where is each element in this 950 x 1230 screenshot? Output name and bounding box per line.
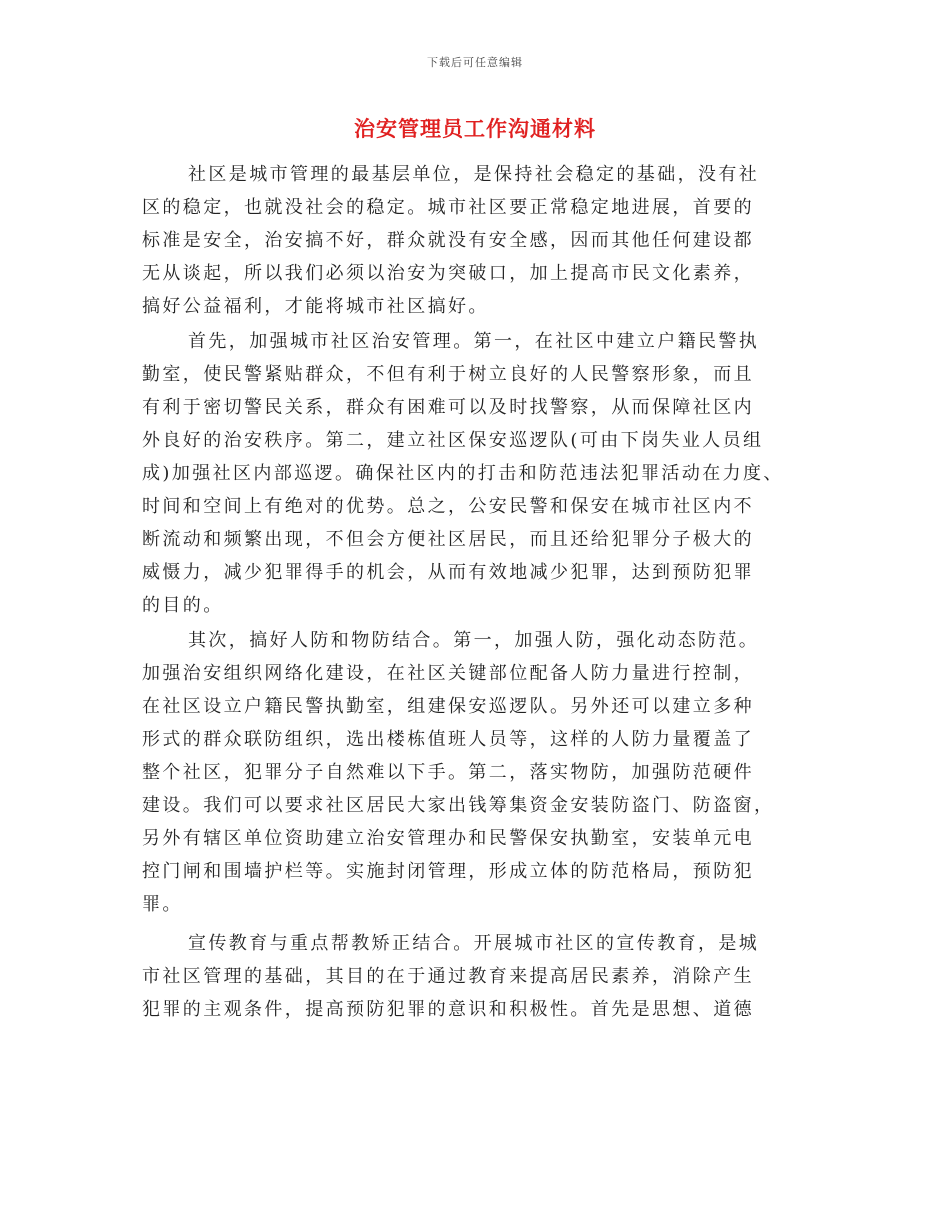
paragraph-line: 形式的群众联防组织，选出楼栋值班人员等，这样的人防力量覆盖了: [142, 729, 754, 750]
paragraph-line: 犯罪的主观条件，提高预防犯罪的意识和积极性。首先是思想、道德: [142, 999, 754, 1020]
paragraph-line: 区的稳定，也就没社会的稳定。城市社区要正常稳定地进展，首要的: [142, 197, 754, 218]
paragraph-line: 另外有辖区单位资助建立治安管理办和民警保安执勤室，安装单元电: [142, 828, 754, 849]
paragraph-line: 首先，加强城市社区治安管理。第一，在社区中建立户籍民警执: [188, 331, 760, 352]
paragraph-line: 控门闸和围墙护栏等。实施封闭管理，形成立体的防范格局，预防犯: [142, 861, 754, 882]
header-note: 下载后可任意编辑: [427, 56, 523, 69]
paragraph-line: 罪。: [142, 894, 183, 915]
paragraph-line: 有利于密切警民关系，群众有困难可以及时找警察，从而保障社区内: [142, 397, 754, 418]
paragraph-4: [142, 927, 822, 1026]
paragraph-3: [142, 624, 822, 921]
document-title: 治安管理员工作沟通材料: [354, 116, 596, 141]
paragraph-line: 标准是安全，治安搞不好，群众就没有安全感，因而其他任何建设都: [142, 230, 754, 251]
paragraph-line: 的目的。: [142, 595, 224, 616]
paragraph-line: 成)加强社区内部巡逻。确保社区内的打击和防范违法犯罪活动在力度、: [142, 463, 784, 484]
paragraph-line: 建设。我们可以要求社区居民大家出钱筹集资金安装防盗门、防盗窗，: [142, 795, 775, 816]
paragraph-line: 社区是城市管理的最基层单位，是保持社会稳定的基础，没有社: [188, 164, 760, 185]
paragraph-line: 断流动和频繁出现，不但会方便社区居民，而且还给犯罪分子极大的: [142, 529, 754, 550]
paragraph-line: 加强治安组织网络化建设，在社区关键部位配备人防力量进行控制，: [142, 663, 754, 684]
paragraph-line: 其次，搞好人防和物防结合。第一，加强人防，强化动态防范。: [188, 630, 760, 651]
paragraph-2: [142, 325, 822, 622]
paragraph-line: 勤室，使民警紧贴群众，不但有利于树立良好的人民警察形象，而且: [142, 364, 754, 385]
document-body: [142, 158, 822, 1026]
paragraph-line: 外良好的治安秩序。第二，建立社区保安巡逻队(可由下岗失业人员组: [142, 430, 764, 451]
paragraph-line: 搞好公益福利，才能将城市社区搞好。: [142, 296, 489, 317]
paragraph-line: 在社区设立户籍民警执勤室，组建保安巡逻队。另外还可以建立多种: [142, 696, 754, 717]
paragraph-line: 市社区管理的基础，其目的在于通过教育来提高居民素养，消除产生: [142, 966, 754, 987]
paragraph-line: 威慑力，减少犯罪得手的机会，从而有效地减少犯罪，达到预防犯罪: [142, 562, 754, 583]
paragraph-line: 时间和空间上有绝对的优势。总之，公安民警和保安在城市社区内不: [142, 496, 754, 517]
paragraph-line: 宣传教育与重点帮教矫正结合。开展城市社区的宣传教育，是城: [188, 933, 760, 954]
paragraph-line: 无从谈起，所以我们必须以治安为突破口，加上提高市民文化素养，: [142, 263, 754, 284]
paragraph-line: 整个社区，犯罪分子自然难以下手。第二，落实物防，加强防范硬件: [142, 762, 754, 783]
paragraph-1: [142, 158, 822, 323]
